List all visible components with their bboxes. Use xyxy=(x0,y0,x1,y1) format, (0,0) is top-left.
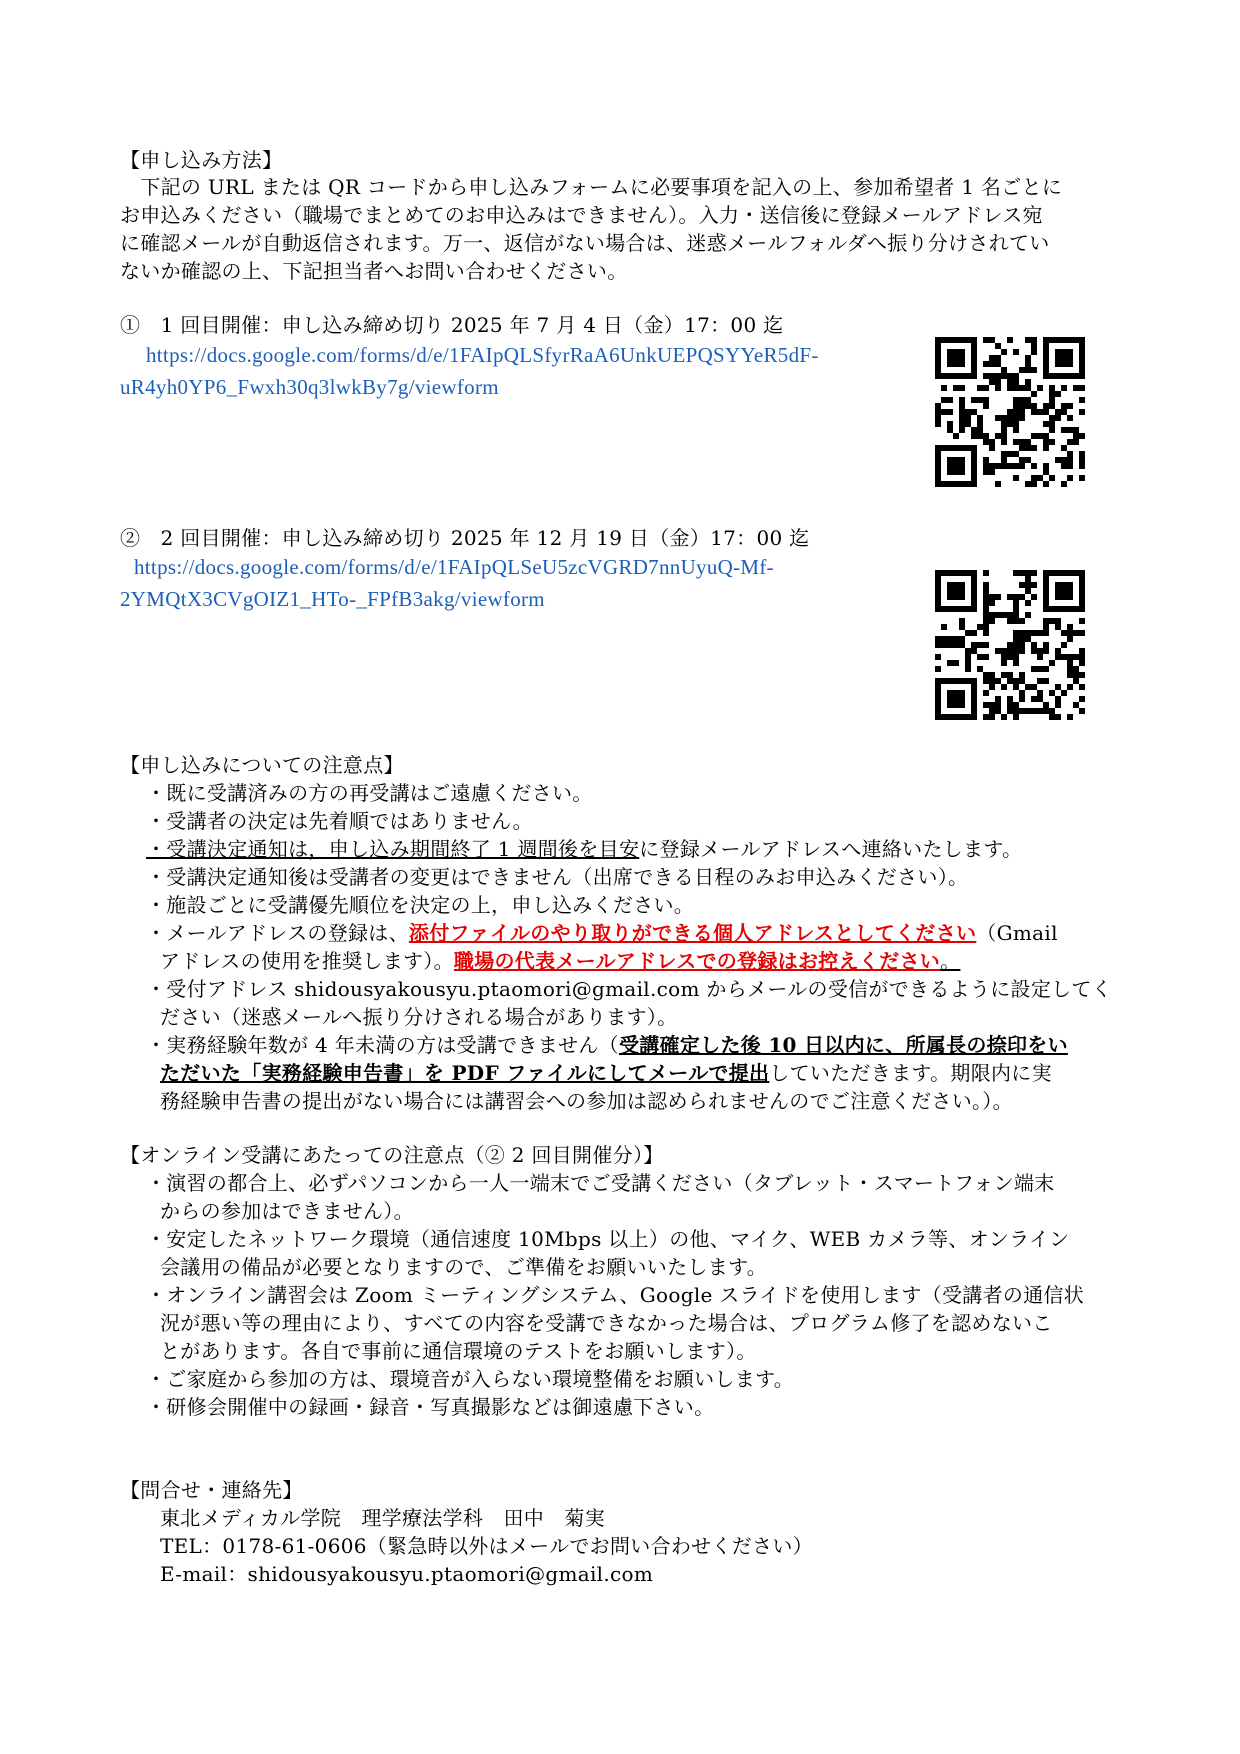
online-bullet: ・安定したネットワーク環境（通信速度 10Mbps 以上）の他、マイク、WEB カメラ等、オンライン xyxy=(146,1227,1070,1251)
notes-bullet: ・施設ごとに受講優先順位を決定の上，申し込みください。 xyxy=(146,893,695,917)
notes-bullet: ・実務経験年数が 4 年未満の方は受講できません（受講確定した後 10 日以内に、所属長の捺印をい xyxy=(146,1033,1068,1057)
session-2-url-line1[interactable]: https://docs.google.com/forms/d/e/1FAIpQLSeU5zcVGRD7nnUyuQ-Mf- xyxy=(134,555,774,579)
notes-bullet: ・既に受講済みの方の再受講はご遠慮ください。 xyxy=(146,781,593,805)
session-2-qr-code xyxy=(935,570,1085,720)
session-1-qr-code xyxy=(935,337,1085,487)
session-1-url-line2[interactable]: uR4yh0YP6_Fwxh30q3lwkBy7g/viewform xyxy=(120,375,499,399)
session-1-url-line1[interactable]: https://docs.google.com/forms/d/e/1FAIpQLSfyrRaA6UnkUEPQSYYeR5dF- xyxy=(146,343,819,367)
application-para-line: に確認メールが自動返信されます。万一、返信がない場合は、迷惑メールフォルダへ振り分けされてい xyxy=(120,231,1050,255)
online-heading: 【オンライン受講にあたっての注意点（② 2 回目開催分）】 xyxy=(120,1143,664,1167)
notes-bullet: ・受講決定通知後は受講者の変更はできません（出席できる日程のみお申込みください）。 xyxy=(146,865,969,889)
notes-heading: 【申し込みについての注意点】 xyxy=(120,753,404,777)
notes-emphasis-red: 添付ファイルのやり取りができる個人アドレスとしてください xyxy=(408,921,977,945)
notes-emphasis-bold: ただいた「実務経験申告書」を PDF ファイルにしてメールで提出 xyxy=(160,1061,770,1085)
online-bullet-continued: とがあります。各自で事前に通信環境のテストをお願いします）。 xyxy=(160,1339,757,1363)
online-bullet-continued: 況が悪い等の理由により、すべての内容を受講できなかった場合は、プログラム修了を認めないこ xyxy=(160,1311,1053,1335)
contact-organization: 東北メディカル学院 理学療法学科 田中 菊実 xyxy=(160,1506,605,1530)
online-bullet: ・研修会開催中の録画・録音・写真撮影などは御遠慮下さい。 xyxy=(146,1395,715,1419)
qr-code-icon xyxy=(935,570,1085,720)
online-bullet-continued: 会議用の備品が必要となりますので、ご準備をお願いいたします。 xyxy=(160,1255,767,1279)
notes-emphasis-red: 職場の代表メールアドレスでの登録はお控えください xyxy=(453,949,941,973)
online-bullet: ・ご家庭から参加の方は、環境音が入らない環境整備をお願いします。 xyxy=(146,1367,794,1391)
application-para-line: お申込みください（職場でまとめてのお申込みはできません）。入力・送信後に登録メールアドレス宛 xyxy=(120,203,1043,227)
notes-emphasis-bold: 受講確定した後 10 日以内に、所属長の捺印をい xyxy=(618,1033,1068,1057)
application-para-line: ないか確認の上、下記担当者へお問い合わせください。 xyxy=(120,259,628,283)
online-bullet: ・演習の都合上、必ずパソコンから一人一端末でご受講ください（タブレット・スマートフォン端末 xyxy=(146,1171,1055,1195)
application-heading: 【申し込み方法】 xyxy=(120,148,283,172)
online-bullet-continued: からの参加はできません）。 xyxy=(160,1199,414,1223)
qr-code-icon xyxy=(935,337,1085,487)
session-2-title: ② 2 回目開催：申し込み締め切り 2025 年 12 月 19 日（金）17：00 迄 xyxy=(120,526,810,550)
notes-bullet: ・メールアドレスの登録は、添付ファイルのやり取りができる個人アドレスとしてください（Gmail xyxy=(146,921,1058,945)
application-para-line: 下記の URL または QR コードから申し込みフォームに必要事項を記入の上、参加希望者 1 名ごとに xyxy=(120,175,1063,199)
contact-tel: TEL：0178-61-0606（緊急時以外はメールでお問い合わせください） xyxy=(160,1534,813,1558)
session-2-url-line2[interactable]: 2YMQtX3CVgOIZ1_HTo-_FPfB3akg/viewform xyxy=(120,587,545,611)
contact-heading: 【問合せ・連絡先】 xyxy=(120,1478,303,1502)
notes-bullet-continued: 務経験申告書の提出がない場合には講習会への参加は認められませんのでご注意ください。）。 xyxy=(160,1089,1013,1113)
contact-email[interactable]: E-mail：shidousyakousyu.ptaomori@gmail.com xyxy=(160,1562,654,1586)
notes-bullet-continued: アドレスの使用を推奨します）。職場の代表メールアドレスでの登録はお控えください。 xyxy=(160,949,961,973)
online-bullet: ・オンライン講習会は Zoom ミーティングシステム、Google スライドを使用します（受講者の通信状 xyxy=(146,1283,1085,1307)
notes-underlined-text: ・受講決定通知は，申し込み期間終了 1 週間後を目安 xyxy=(146,837,640,861)
notes-bullet: ・受講者の決定は先着順ではありません。 xyxy=(146,809,533,833)
notes-bullet: ・受付アドレス shidousyakousyu.ptaomori@gmail.com からメールの受信ができるように設定してく xyxy=(146,977,1113,1001)
notes-bullet-continued: ただいた「実務経験申告書」を PDF ファイルにしてメールで提出していただきます。期限内に実 xyxy=(160,1061,1052,1085)
notes-bullet: ・受講決定通知は，申し込み期間終了 1 週間後を目安に登録メールアドレスへ連絡いたします。 xyxy=(146,837,1023,861)
session-1-title: ① 1 回目開催：申し込み締め切り 2025 年 7 月 4 日（金）17：00 迄 xyxy=(120,313,784,337)
notes-bullet-continued: ださい（迷惑メールへ振り分けされる場合があります）。 xyxy=(160,1005,678,1029)
